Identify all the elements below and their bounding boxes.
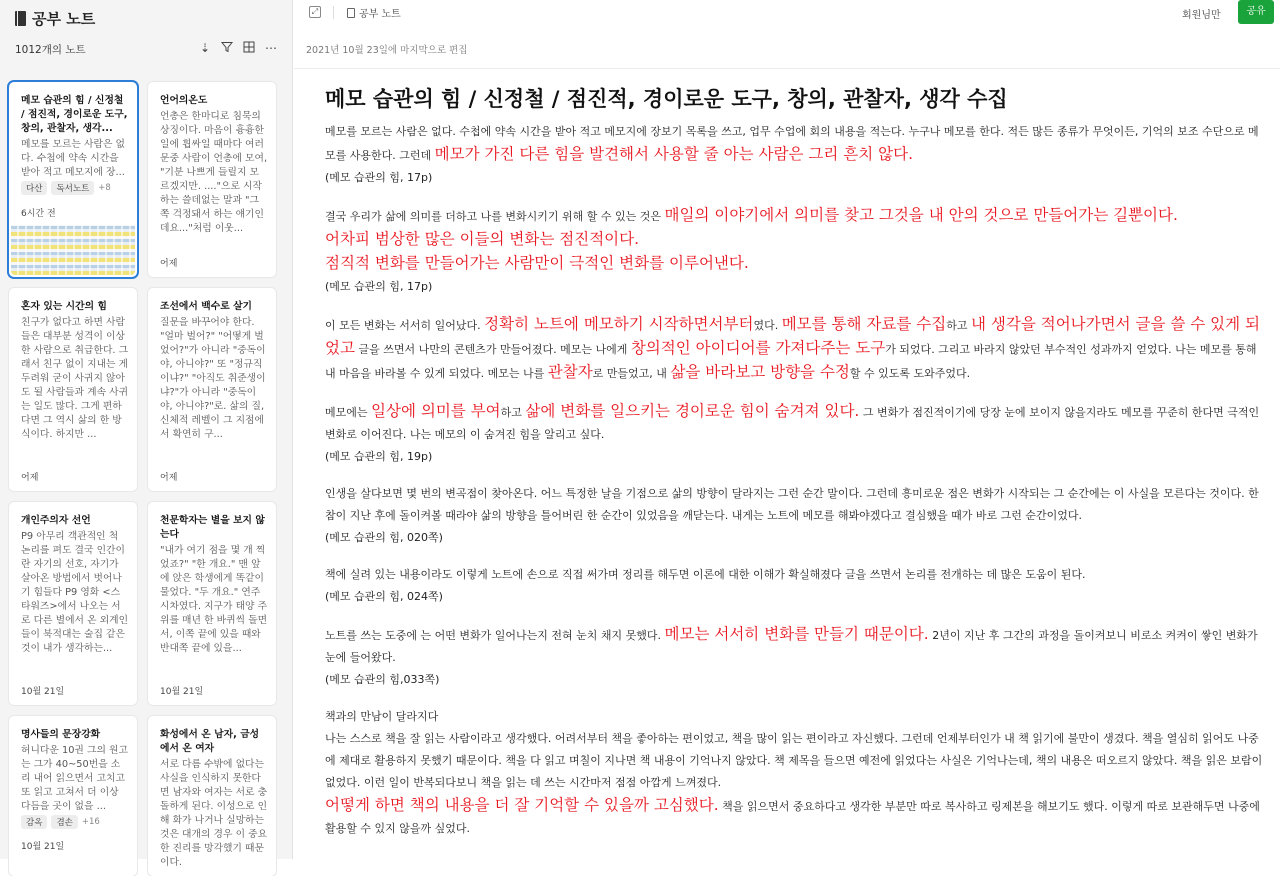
- highlight: 메모는 서서히 변화를 만들기 때문이다.: [664, 625, 929, 643]
- note-card[interactable]: [148, 502, 276, 705]
- paragraph: 어떻게 하면 책의 내용을 더 잘 기억할 수 있을까 고심했다. 책을 읽으면서 중요하다고 생각한 부분만 따로 복사하고 링제본을 해보기도 했다. 이렇게 따로 보관해두면 나중에 활용할 수 있지 않을까 싶었다.: [325, 796, 1260, 835]
- note-date: 10월 21일: [21, 842, 65, 852]
- highlight: 메모가 가진 다른 힘을 발견해서 사용할 줄 아는 사람은 그리 흔치 않다.: [434, 145, 913, 163]
- note-card[interactable]: [9, 716, 137, 876]
- note-card[interactable]: [148, 82, 276, 277]
- note-content[interactable]: [325, 84, 1263, 840]
- highlight: 어차피 범상한 많은 이들의 변화는 점진적이다.: [325, 230, 640, 248]
- note-title: 화성에서 온 남자, 금성에서 온 여자: [160, 729, 260, 754]
- view-options-icon[interactable]: [242, 41, 256, 55]
- note-card[interactable]: [9, 82, 137, 277]
- notebook-icon: [347, 8, 355, 18]
- highlight: 삶을 바라보고 방향을 수정: [670, 363, 850, 381]
- section-heading: 책과의 만남이 달라지다: [325, 710, 439, 723]
- divider: [333, 6, 334, 19]
- highlight: 메모를 통해 자료를 수집: [781, 315, 947, 333]
- note-title: 천문학자는 별을 보지 않는다: [160, 515, 265, 540]
- citation: (메모 습관의 힘,033쪽): [325, 673, 440, 686]
- breadcrumb-label: 공부 노트: [359, 9, 401, 20]
- more-tags[interactable]: +8: [98, 183, 111, 193]
- note-snippet: 친구가 없다고 하면 사람들은 대부분 성격이 이상한 사람으로 취급한다. 그래서 친구 없이 지내는 게 두려워 굳이 사귀지 않아도 될 사람들과 계속 사귀는 일도 많다. 그게 편하다면 그 역시 삶의 한 방식이다. 하지만 ...: [21, 317, 129, 440]
- note-thumbnail: [11, 225, 135, 275]
- header-divider: [294, 68, 1280, 69]
- citation: (메모 습관의 힘, 024쪽): [325, 590, 443, 603]
- notebook-title-label: 공부 노트: [32, 10, 96, 28]
- note-editor: [294, 0, 1280, 859]
- note-snippet: 언총은 한마디로 침묵의 상징이다. 마음이 흉흉한 일에 휩싸일 때마다 여러 문중 사람이 언총에 모여, "기분 나쁘게 들릴지 모르겠지만. ...."으로 시작하는 쓸데없는 말과 "그쪽 걱정돼서 하는 얘기인데요..."처럼 이웃...: [160, 111, 268, 234]
- note-title: 조선에서 백수로 살기: [160, 301, 252, 312]
- paragraph: [325, 228, 1263, 252]
- paragraph: 결국 우리가 삶에 의미를 더하고 나를 변화시키기 위해 할 수 있는 것은 매일의 이야기에서 의미를 찾고 그것을 내 안의 것으로 만들어가는 길뿐이다.: [325, 206, 1178, 224]
- highlight: 관찰자: [547, 363, 593, 381]
- highlight: 어떻게 하면 책의 내용을 더 잘 기억할 수 있을까 고심했다.: [325, 796, 719, 814]
- note-date: 어제: [160, 259, 178, 269]
- note-snippet: "내가 여기 점을 몇 개 찍었죠?" "한 개요." 맨 앞에 앉은 학생에게 똑같이 물었다. "두 개요." 연주시차였다. 지구가 태양 주위를 매년 한 바퀴씩 돌면서, 이쪽 끝에 있을 때와 반대쪽 끝에 있을...: [160, 545, 268, 654]
- note-snippet: P9 아무리 객관적인 척 논리를 펴도 결국 인간이란 자기의 선호, 자기가 살아온 방법에서 벗어나기 힘들다 P9 영화 <스타워즈>에서 나오는 서로 다른 별에서 온 외계인들이 북적대는 술집 같은 것이 내가 생각하는...: [21, 531, 129, 654]
- note-snippet: 메모를 모르는 사람은 없다. 수첩에 약속 시간을 받아 적고 메모지에 장...: [21, 139, 125, 178]
- notebook-title[interactable]: [15, 8, 95, 29]
- breadcrumb[interactable]: [347, 5, 401, 20]
- note-card[interactable]: [9, 288, 137, 491]
- last-edited: 2021년 10월 23일에 마지막으로 편집: [306, 45, 468, 56]
- expand-icon[interactable]: ⤢: [309, 6, 321, 18]
- note-title[interactable]: 메모 습관의 힘 / 신정철 / 점진적, 경이로운 도구, 창의, 관찰자, 생각 수집: [325, 87, 1008, 111]
- highlight: 삶에 변화를 일으키는 경이로운 힘이 숨겨져 있다.: [525, 402, 860, 420]
- note-card[interactable]: [9, 502, 137, 705]
- highlight: 내 생각을 적어나가면서 글을 쓸 수 있게 되었고: [325, 315, 1260, 357]
- note-title: 메모 습관의 힘 / 신정철 / 점진적, 경이로운 도구, 창의, 관찰자, 생각...: [21, 95, 128, 134]
- more-tags[interactable]: +16: [81, 817, 100, 827]
- paragraph: 나는 스스로 책을 잘 읽는 사람이라고 생각했다. 어려서부터 책을 좋아하는 편이었고, 책을 많이 읽는 편이라고 자신했다. 그런데 언제부터인가 내 책 읽기에 불만이 생겼다. 책을 열심히 읽어도 나중에 제대로 활용하지 못했기 때문이다. 책을 다 읽고 며칠이 지나면 책 내용이 기억나지 않았다. 책 제목을 들으면 예전에 읽었다는 사실은 기억나는데, 책의 내용은 떠오르지 않았다. 책을 읽은 보람이 없었다. 이런 일이 반복되다보니 책을 읽는 데 쓰는 시간마저 점점 아깝게 느껴졌다.: [325, 732, 1263, 789]
- note-tags: [21, 815, 100, 829]
- note-date: 10월 21일: [160, 687, 204, 697]
- citation: (메모 습관의 힘, 17p): [325, 171, 433, 184]
- paragraph: 메모에는 일상에 의미를 부여하고 삶에 변화를 일으키는 경이로운 힘이 숨겨져 있다. 그 변화가 점진적이기에 당장 눈에 보이지 않을지라도 메모를 꾸준히 한다면 극적인 변화로 이어진다. 나는 메모의 이 숨겨진 힘을 알리고 싶다.: [325, 402, 1260, 441]
- filter-icon[interactable]: [220, 41, 234, 55]
- paragraph: [325, 252, 1263, 276]
- note-date: 어제: [21, 473, 39, 483]
- note-snippet: 허니다운 10권 그의 원고는 그가 40~50번을 소리 내어 읽으면서 고치고 또 읽고 고쳐서 더 이상 다듬을 곳이 없을 ...: [21, 745, 128, 812]
- citation: (메모 습관의 힘, 020쪽): [325, 531, 443, 544]
- paragraph: 이 모든 변화는 서서히 일어났다. 정확히 노트에 메모하기 시작하면서부터였다. 메모를 통해 자료를 수집하고 내 생각을 적어나가면서 글을 쓸 수 있게 되었고 글을 쓰면서 나만의 콘텐츠가 만들어졌다. 메모는 나에게 창의적인 아이디어를 가져다주는 도구가 되었다. 그리고 바라지 않았던 부수적인 성과까지 얻었다. 나는 메모를 통해 내 마음을 바라볼 수 있게 되었다. 메모는 나를 관찰자로 만들었고, 내 삶을 바라보고 방향을 수정할 수 있도록 도와주었다.: [325, 315, 1260, 381]
- highlight: 매일의 이야기에서 의미를 찾고 그것을 내 안의 것으로 만들어가는 길뿐이다.: [664, 206, 1178, 224]
- more-options-icon[interactable]: ⋯: [265, 41, 277, 55]
- notes-panel: [0, 0, 293, 868]
- share-button[interactable]: 공유: [1238, 0, 1274, 24]
- paragraph: 인생을 살다보면 몇 번의 변곡점이 찾아온다. 어느 특정한 날을 기점으로 삶의 방향이 달라지는 그런 순간 말이다. 그런데 흥미로운 점은 변화가 시작되는 그 순간에는 이 사실을 모른다는 것이다. 한참이 지난 후에 돌이켜볼 때라야 삶의 방향을 틀어버린 한 순간이 있었음을 깨닫는다. 내게는 노트에 메모를 해봐야겠다고 결심했을 때가 바로 그런 순간이었다.: [325, 487, 1259, 522]
- note-snippet: 서로 다름 수밖에 없다는 사실을 인식하지 못한다면 남자와 여자는 서로 충돌하게 된다. 이성으로 인해 화가 나거나 실망하는 것은 대개의 경우 이 중요한 진리를 망각했기 때문이다.: [160, 759, 268, 868]
- note-card[interactable]: [148, 716, 276, 876]
- tag[interactable]: 다산: [21, 181, 47, 195]
- tag[interactable]: 감옥: [21, 815, 47, 829]
- visibility-label[interactable]: 회원님만: [1182, 10, 1221, 21]
- highlight: 창의적인 아이디어를 가져다주는 도구: [630, 339, 886, 357]
- note-snippet: 질문을 바꾸어야 한다. "얼마 벌어?" "어떻게 벌었어?"가 아니라 "중독이야, 아니야?" 또 "정규직이냐?" "아직도 취준생이냐?"가 아니라 "중독이야, 아니야?"로. 삶의 질, 신체적 레벨이 그 지점에서 확연히 구...: [160, 317, 266, 440]
- editor-topbar: [294, 0, 1280, 26]
- highlight: 점직적 변화를 만들어가는 사람만이 극적인 변화를 이루어낸다.: [325, 254, 749, 272]
- citation: (메모 습관의 힘, 17p): [325, 280, 433, 293]
- sort-icon[interactable]: ⇣: [199, 41, 211, 55]
- list-toolbar: [198, 41, 278, 55]
- paragraph: 메모를 모르는 사람은 없다. 수첩에 약속 시간을 받아 적고 메모지에 장보기 목록을 쓰고, 업무 수업에 회의 내용을 적는다. 누구나 메모를 한다. 적든 많든 종류가 무엇이든, 기억의 보조 수단으로 메모를 사용한다. 그런데 메모가 가진 다른 힘을 발견해서 사용할 줄 아는 사람은 그리 흔치 않다.: [325, 125, 1259, 163]
- note-date: 10월 21일: [21, 687, 65, 697]
- notebook-icon: [15, 11, 26, 26]
- note-tags: [21, 181, 111, 195]
- note-card[interactable]: [148, 288, 276, 491]
- note-title: 명사들의 문장강화: [21, 729, 101, 740]
- tag[interactable]: 겸손: [51, 815, 77, 829]
- tag[interactable]: 독서노트: [51, 181, 94, 195]
- citation: (메모 습관의 힘, 19p): [325, 450, 433, 463]
- paragraph: 책에 실려 있는 내용이라도 이렇게 노트에 손으로 직접 써가며 정리를 해두면 이론에 대한 이해가 확실해졌다 글을 쓰면서 논리를 전개하는 데 많은 도움이 된다.: [325, 568, 1086, 581]
- paragraph: 노트를 쓰는 도중에 는 어떤 변화가 일어나는지 전혀 눈치 채지 못했다. 메모는 서서히 변화를 만들기 때문이다. 2년이 지난 후 그간의 과정을 돌이켜보니 비로소 켜켜이 쌓인 변화가 눈에 들어왔다.: [325, 625, 1258, 664]
- highlight: 일상에 의미를 부여: [371, 402, 501, 420]
- note-date: 6시간 전: [21, 209, 56, 219]
- note-date: 어제: [160, 473, 178, 483]
- note-title: 혼자 있는 시간의 힘: [21, 301, 107, 312]
- note-count: 1012개의 노트: [15, 44, 86, 56]
- note-title: 개인주의자 선언: [21, 515, 91, 526]
- note-title: 언어의온도: [160, 95, 208, 106]
- highlight: 정확히 노트에 메모하기 시작하면서부터: [484, 315, 754, 333]
